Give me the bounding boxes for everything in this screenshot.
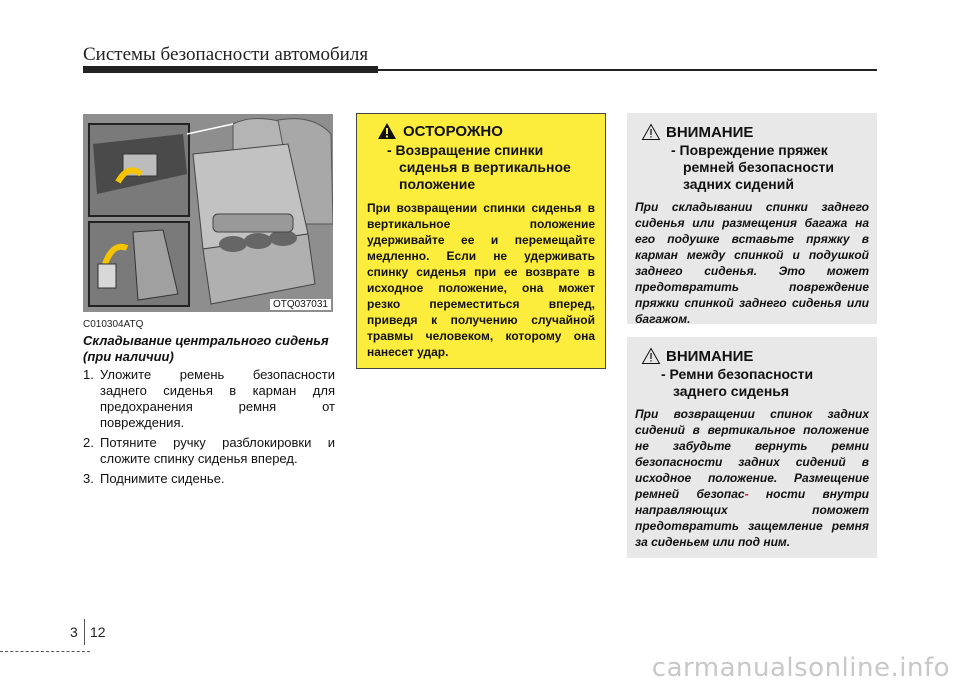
notice-box-buckles bbox=[627, 113, 877, 324]
section-code: C010304ATQ bbox=[83, 319, 144, 330]
header-rule-thin bbox=[378, 69, 877, 71]
section-title: Складывание центрального сиденья (при наличии) bbox=[83, 333, 329, 364]
caution-box bbox=[356, 113, 606, 369]
watermark-text: carmanualsonline.info bbox=[651, 653, 950, 683]
hyphen-mark: - bbox=[744, 487, 749, 501]
seat-illustration bbox=[83, 114, 333, 312]
caution-header bbox=[377, 122, 595, 140]
notice-header bbox=[641, 347, 869, 365]
caution-subtitle: - Возвращение спинки сиденья в вертикальное положение bbox=[387, 142, 571, 192]
caution-body: При возвращении спинки сиденья в вертикальное положение удерживайте ее и перемещайте медленно. Если не удерживать спинку сиденья при ее возврате в исходное положение, она может резко переместиться вперед, приведя к получению случайной травмы человеком, которому она нанесет удар. bbox=[367, 201, 595, 359]
step-text: Уложите ремень безопасности заднего сиденья в карман для предохранения ремня от повреждения. bbox=[100, 367, 335, 430]
step-item bbox=[83, 435, 335, 467]
notice-subtitle: - Ремни безопасности заднего сиденья bbox=[661, 366, 814, 399]
step-item bbox=[83, 367, 335, 431]
chapter-number: 3 bbox=[70, 624, 78, 640]
step-number: 1. bbox=[83, 367, 94, 382]
notice-label: ВНИМАНИЕ bbox=[666, 123, 754, 141]
step-text: Поднимите сиденье. bbox=[100, 471, 225, 486]
figure-code: OTQ037031 bbox=[270, 299, 331, 310]
step-number: 3. bbox=[83, 471, 94, 486]
step-number: 2. bbox=[83, 435, 94, 450]
notice-body-part-b: ности внутри направляющих поможет предотвратить защемление ремня за сиденьем или под ним. bbox=[635, 487, 869, 549]
caution-triangle-icon bbox=[641, 123, 661, 141]
seat-drawing bbox=[83, 114, 333, 312]
steps-list bbox=[83, 367, 335, 491]
footer-dashed-rule bbox=[0, 651, 90, 652]
notice-body: При складывании спинки заднего сиденья или размещения багажа на его подушке вставьте пряжку в карман между спинкой и подушкой заднего сиденья. Это может предотвратить повреждение пряжки спинкой заднего сиденья или багажом. bbox=[635, 200, 869, 326]
notice-body bbox=[635, 406, 869, 550]
caution-label: ОСТОРОЖНО bbox=[403, 122, 503, 140]
step-item bbox=[83, 471, 335, 487]
warning-triangle-icon bbox=[377, 122, 397, 140]
notice-box-belts bbox=[627, 337, 877, 558]
notice-header bbox=[641, 123, 869, 141]
step-text: Потяните ручку разблокировки и сложите спинку сиденья вперед. bbox=[100, 435, 335, 466]
header-rule-thick bbox=[83, 66, 378, 73]
notice-body-part-a: При возвращении спинок задних сидений в вертикальное положение не забудьте вернуть ремни безопасности задних сидений в исходное положение. Размещение ремней безопас bbox=[635, 407, 869, 501]
notice-label: ВНИМАНИЕ bbox=[666, 347, 754, 365]
notice-subtitle: - Повреждение пряжек ремней безопасности задних сидений bbox=[671, 142, 834, 192]
caution-triangle-icon bbox=[641, 347, 661, 365]
footer-separator bbox=[84, 619, 85, 645]
page-number: 12 bbox=[90, 624, 106, 640]
page-header-title: Системы безопасности автомобиля bbox=[83, 44, 369, 65]
